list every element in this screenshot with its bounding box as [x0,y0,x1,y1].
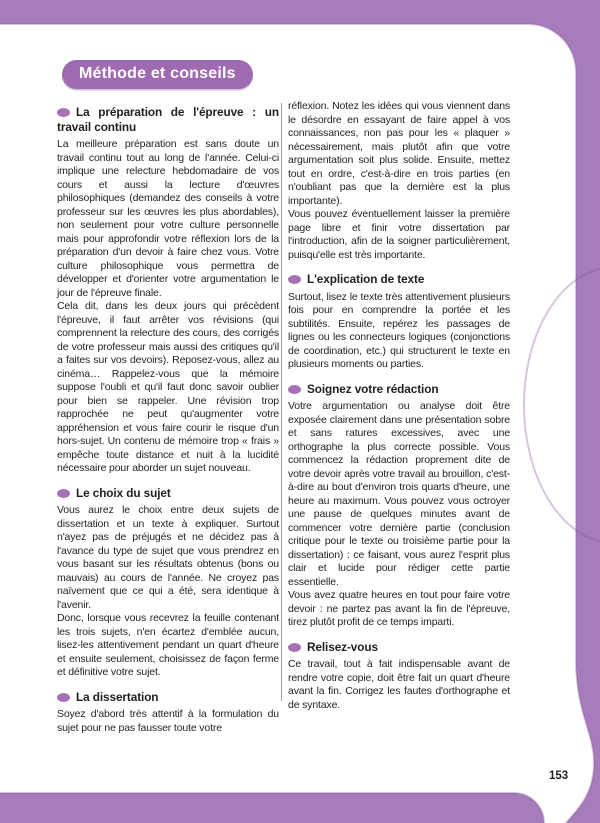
chapter-tab-label: Philosophie [550,348,571,462]
paragraph: La meilleure préparation est sans doute un travail continu tout au long de l'année. Celui-ci implique une relecture hebdomadaire de vos cours et aussi la lecture d'œuvres philosophiques (demandez des conseils à votre professeur sur les œuvres les plus abordables), non seulement pour votre culture personnelle mais pour approfondir votre réflexion lors de la préparation d'un devoir à faire chez vous. Votre culture philosophique vous permettra de développer et d'orienter votre argumentation le jour de l'épreuve finale. [57,138,279,299]
section-heading [57,690,279,705]
bullet-icon [288,643,301,652]
section-heading [288,640,510,655]
paragraph: Vous avez quatre heures en tout pour faire votre devoir : ne partez pas avant la fin de l'épreuve, tirez plutôt profit de ce temps imparti. [288,589,510,628]
section-heading [288,382,510,397]
section-heading [288,272,510,287]
section-soignez-redaction [288,382,510,630]
method-badge: Méthode et conseils [62,60,253,89]
section-heading-text: Le choix du sujet [76,485,171,500]
section-dissertation [57,690,279,736]
section-heading-text: La dissertation [76,689,159,704]
paragraph: Votre argumentation ou analyse doit être exposée clairement dans une présentation sobre et sans ratures excessives, avec une orthographe la plus correcte possible. Vous commencez la rédaction proprement dite de votre devoir après votre travail au brouillon, c'est-à-dire au bout d'environ trois quarts d'heure, une heure au maximum. Vous pouvez vous octroyer une pause de quelques minutes avant de commencer votre dernière partie (conclusion critique pour le texte ou troisième partie pour la dissertation) : ce faisant, vous aurez l'esprit plus clair et lucide pour rédiger cette partie essentielle. [288,400,510,588]
page-number: 153 [549,770,569,782]
paragraph: Cela dit, dans les deux jours qui précèdent l'épreuve, il faut arrêter vos révisions (qui comprennent la relecture des cours, des corrigés de votre professeur mais aussi des critiques qu'il a faites sur vos devoirs). Reposez-vous, allez au cinéma… Rappelez-vous que la mémoire suppose l'oubli et qu'il faut donc savoir oublier pour bien se rappeler. Une révision trop rapprochée ne peut qu'augmenter votre appréhension et vous faire courir le risque d'un hors-sujet. Un contenu de mémoire trop « frais » empêche toute distance et nuit à la lucidité nécessaire pour aborder un sujet nouveau. [57,300,279,474]
paragraph: Donc, lorsque vous recevrez la feuille contenant les trois sujets, n'en écartez d'emblée aucun, lisez-les attentivement pendant un quart d'heure et ensuite seulement, choisissez de façon ferme et définitive votre sujet. [57,612,279,678]
section-heading-text: La préparation de l'épreuve : un travail continu [57,105,279,134]
chapter-tab [545,293,577,517]
paragraph: Vous aurez le choix entre deux sujets de dissertation et un texte à expliquer. Surtout n'ayez pas de préjugés et ne décidez pas à l'avance du type de sujet que vous prendrez en vous basant sur les résultats obtenus (bons ou mauvais) au cours de l'année. Ne croyez pas naïvement que ce qui a été, sera identique à l'avenir. [57,504,279,611]
bullet-icon [57,108,70,117]
section-heading-text: L'explication de texte [307,272,425,286]
section-dissertation-continued [288,100,510,262]
section-relisez-vous [288,640,510,713]
section-heading-text: Relisez-vous [307,639,378,654]
left-column [57,100,279,735]
bullet-icon [288,385,301,394]
right-column [288,100,510,712]
bullet-icon [288,275,301,284]
section-preparation [57,105,279,476]
section-explication-de-texte [288,272,510,372]
bullet-icon [57,693,70,702]
column-divider [281,103,282,701]
paragraph: Vous pouvez éventuellement laisser la première page libre et finir votre dissertation par l'introduction, afin de la soigner particulièrement, puisqu'elle est très importante. [288,208,510,261]
paragraph: Ce travail, tout à fait indispensable avant de rendre votre copie, doit être fait un quart d'heure avant la fin. Corrigez les fautes d'orthographe et de syntaxe. [288,658,510,711]
section-heading [57,486,279,501]
paragraph: Surtout, lisez le texte très attentivement plusieurs fois pour en comprendre la portée et les subtilités. Ensuite, repérez les passages de lignes ou les connecteurs logiques (conjonctions de coordination, etc.) qui structurent le texte en plusieurs moments ou parties. [288,290,510,370]
paragraph: Soyez d'abord très attentif à la formulation du sujet pour ne pas fausser toute votre [57,708,279,734]
paragraph: réflexion. Notez les idées qui vous viennent dans le désordre en essayant de faire appel à vos connaissances, non pas pour les « plaquer » nécessairement, mais plutôt afin que votre argumentation soit plus solide. Ensuite, mettez tout en ordre, c'est-à-dire en trois parties (en n'oubliant pas que la dernière est la plus importante). [288,100,510,207]
bullet-icon [57,489,70,498]
section-choix-du-sujet [57,486,279,680]
section-heading [57,105,279,134]
section-heading-text: Soignez votre rédaction [307,381,439,396]
